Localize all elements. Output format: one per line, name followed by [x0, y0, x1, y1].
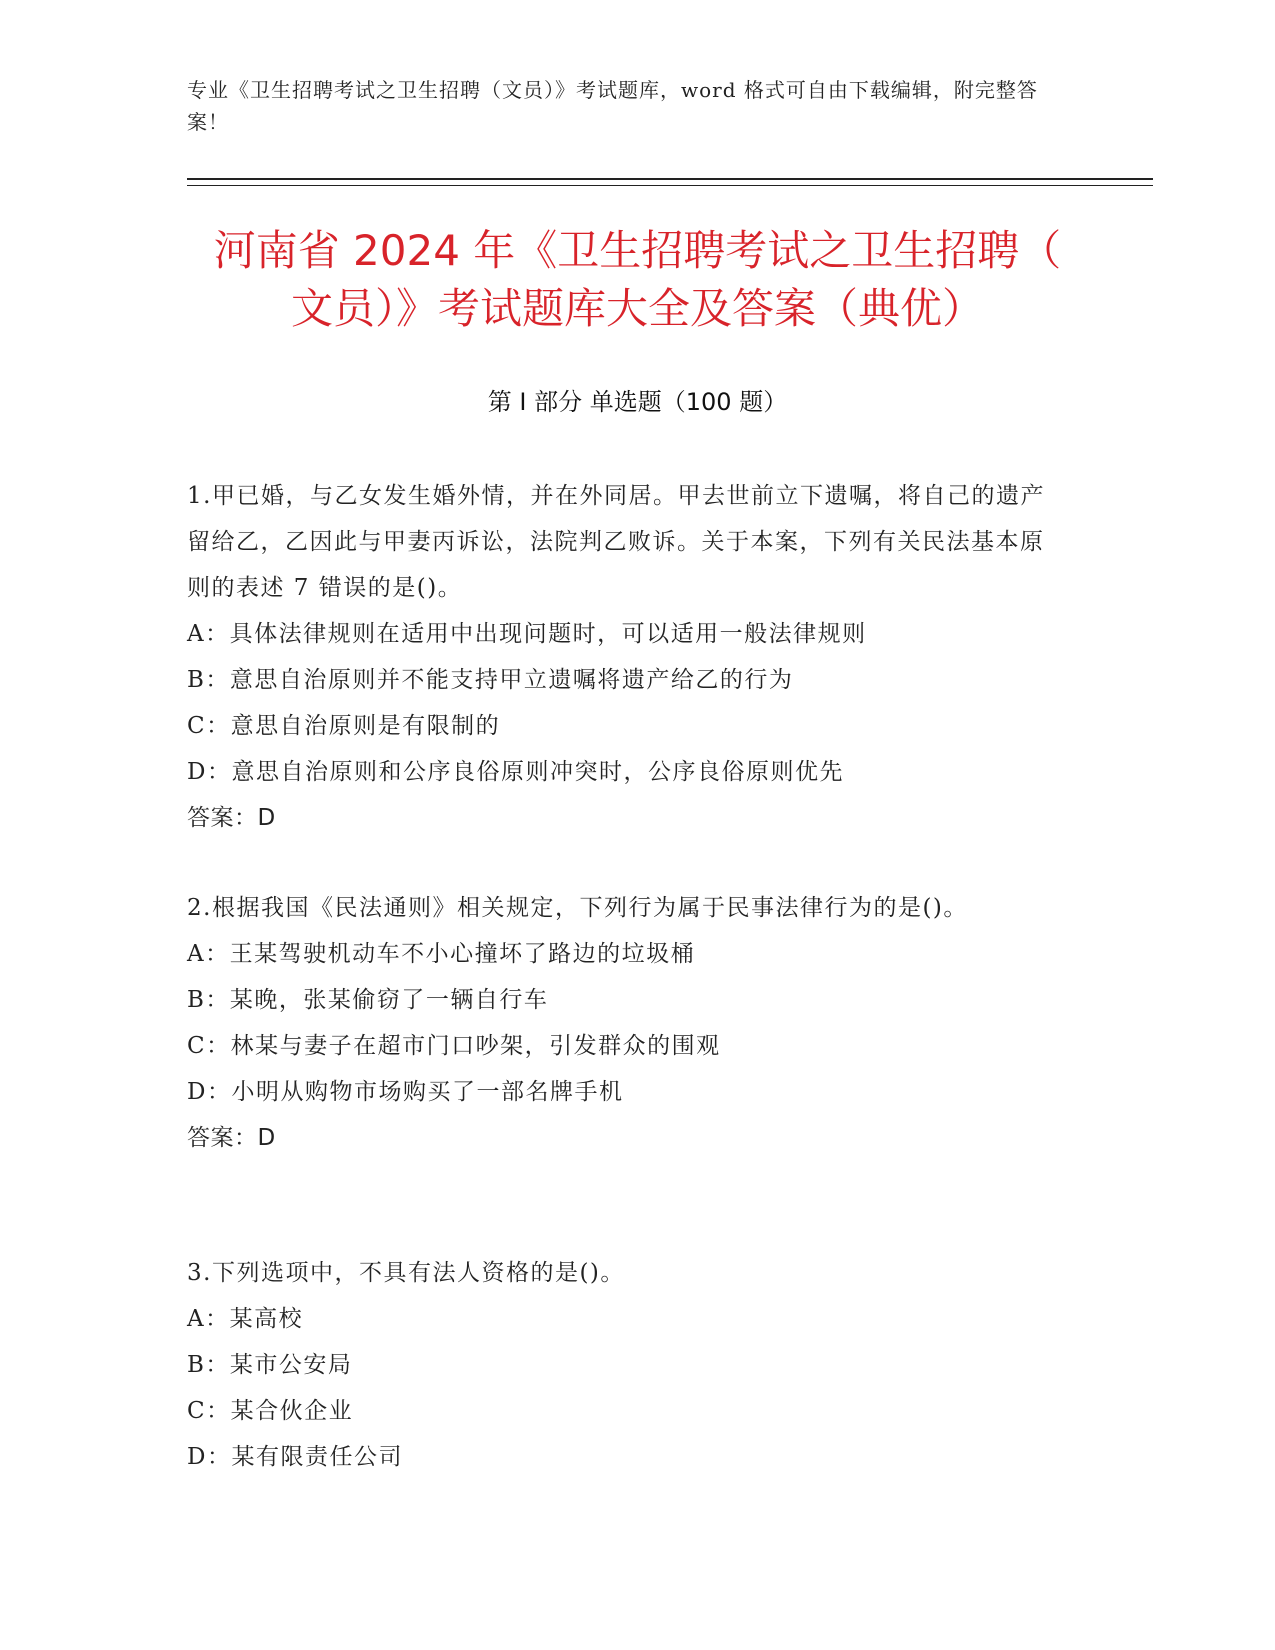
option-c: C：某合伙企业 [187, 1398, 354, 1424]
option-b: B：意思自治原则并不能支持甲立遗嘱将遗产给乙的行为 [187, 667, 794, 693]
question-1 [187, 473, 1057, 841]
question-stem: 2.根据我国《民法通则》相关规定，下列行为属于民事法律行为的是()。 [187, 895, 968, 921]
option-d: D：某有限责任公司 [187, 1444, 403, 1470]
question-2 [187, 885, 1057, 1161]
header-rule-thick [187, 178, 1153, 180]
document-title-line-2: 文员）》考试题库大全及答案（典优） [290, 284, 984, 333]
question-stem: 3.下列选项中，不具有法人资格的是()。 [187, 1260, 625, 1286]
option-a: A：王某驾驶机动车不小心撞坏了路边的垃圾桶 [187, 941, 696, 967]
header-note: 专业《卫生招聘考试之卫生招聘（文员）》考试题库，word 格式可自由下载编辑，附完整答案！ [187, 78, 1038, 134]
document-title [160, 222, 1115, 338]
option-a: A：某高校 [187, 1306, 304, 1332]
question-stem: 1.甲已婚，与乙女发生婚外情，并在外同居。甲去世前立下遗嘱，将自己的遗产留给乙，乙因此与甲妻丙诉讼，法院判乙败诉。关于本案，下列有关民法基本原则的表述 7 错误的是()。 [187, 483, 1045, 601]
option-d: D：小明从购物市场购买了一部名牌手机 [187, 1079, 624, 1105]
answer: 答案：D [187, 1125, 276, 1151]
section-title: 第 I 部分 单选题（100 题） [487, 388, 788, 416]
option-b: B：某市公安局 [187, 1352, 353, 1378]
header-rule-thin [187, 185, 1153, 186]
question-3 [187, 1250, 1057, 1480]
option-a: A：具体法律规则在适用中出现问题时，可以适用一般法律规则 [187, 621, 867, 647]
option-d: D：意思自治原则和公序良俗原则冲突时，公序良俗原则优先 [187, 759, 844, 785]
answer: 答案：D [187, 805, 276, 831]
document-title-line-1: 河南省 2024 年《卫生招聘考试之卫生招聘（ [213, 226, 1062, 275]
option-b: B：某晚，张某偷窃了一辆自行车 [187, 987, 549, 1013]
option-c: C：意思自治原则是有限制的 [187, 713, 501, 739]
option-c: C：林某与妻子在超市门口吵架，引发群众的围观 [187, 1033, 721, 1059]
